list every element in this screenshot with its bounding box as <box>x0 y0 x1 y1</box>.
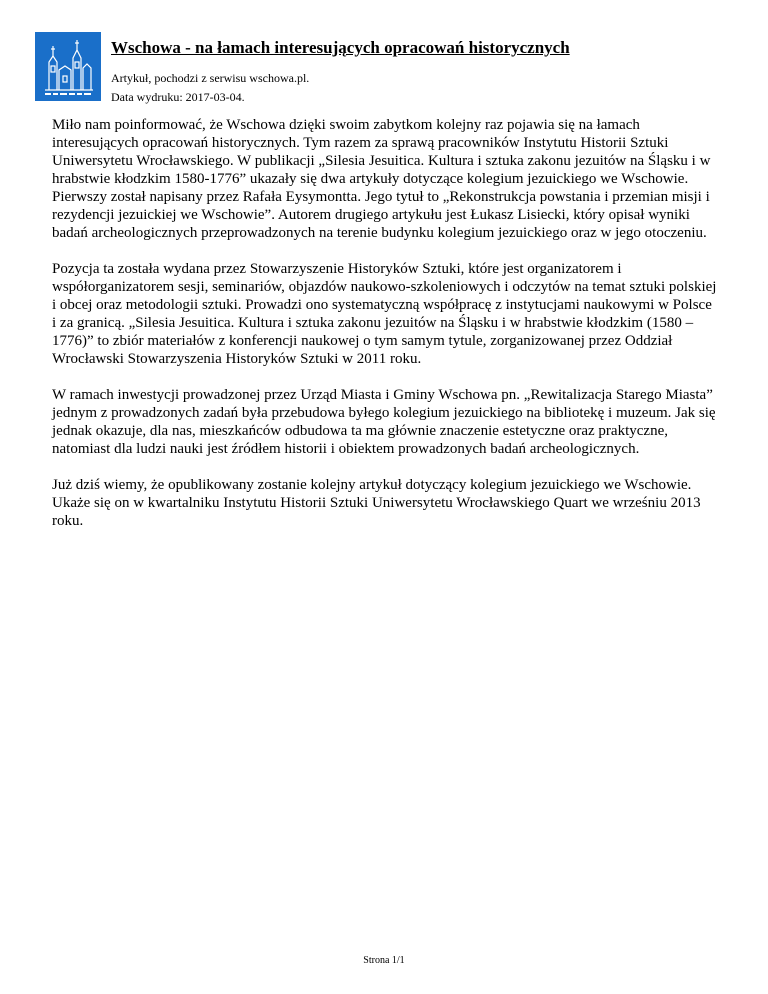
article-paragraph-2: Pozycja ta została wydana przez Stowarzyszenie Historyków Sztuki, które jest organizatorem i współorganizatorem sesji, seminariów, objazdów naukowo-szkoleniowych i odczytów na temat sztuki polskiej i obcej oraz metodologii sztuki. Prowadzi ono systematyczną współpracę z instytucjami naukowymi w Polsce i za granicą. „Silesia Jesuitica. Kultura i sztuka zakonu jezuitów na Śląsku i w hrabstwie kłodzkim (1580 – 1776)” to zbiór materiałów z konferencji naukowej o tym samym tytule, zorganizowanej przez Oddział Wrocławski Stowarzyszenia Historyków Sztuki w 2011 roku. <box>52 261 717 367</box>
document-header <box>111 37 731 107</box>
page-title[interactable]: Wschowa - na łamach interesujących opracowań historycznych <box>111 38 570 57</box>
wschowa-town-skyline-logo-icon <box>35 32 101 101</box>
article-body <box>52 116 717 548</box>
source-line: Artykuł, pochodzi z serwisu wschowa.pl. <box>111 71 310 85</box>
article-paragraph-3: W ramach inwestycji prowadzonej przez Urząd Miasta i Gminy Wschowa pn. „Rewitalizacja Starego Miasta” jednym z prowadzonych zadań była przebudowa byłego kolegium jezuickiego na bibliotekę i muzeum. Jak się jednak okazuje, dla nas, mieszkańców odbudowa ta ma głównie znaczenie estetyczne oraz praktyczne, natomiast dla ludzi nauki jest źródłem historii i obiektem prowadzonych badań archeologicznych. <box>52 387 716 457</box>
article-paragraph-4: Już dziś wiemy, że opublikowany zostanie kolejny artykuł dotyczący kolegium jezuickiego we Wschowie. Ukaże się on w kwartalniku Instytutu Historii Sztuki Uniwersytetu Wrocławskiego Quart we wrześniu 2013 roku. <box>52 477 701 529</box>
print-date: Data wydruku: 2017-03-04. <box>111 90 245 104</box>
wschowa-logo <box>35 32 101 101</box>
page-number: Strona 1/1 <box>363 955 405 966</box>
article-paragraph-1: Miło nam poinformować, że Wschowa dzięki swoim zabytkom kolejny raz pojawia się na łamach interesujących opracowań historycznych. Tym razem za sprawą pracowników Instytutu Historii Sztuki Uniwersytetu Wrocławskiego. W publikacji „Silesia Jesuitica. Kultura i sztuka zakonu jezuitów na Śląsku i w hrabstwie kłodzkim 1580-1776” ukazały się dwa artykuły dotyczące kolegium jezuickiego we Wschowie. Pierwszy został napisany przez Rafała Eysymontta. Jego tytuł to „Rekonstrukcja powstania i przemian misji i rezydencji jezuickiej we Wschowie”. Autorem drugiego artykułu jest Łukasz Lisiecki, który opisał wyniki badań archeologicznych przeprowadzonych na terenie budynku kolegium jezuickiego oraz w jego otoczeniu. <box>52 117 711 241</box>
